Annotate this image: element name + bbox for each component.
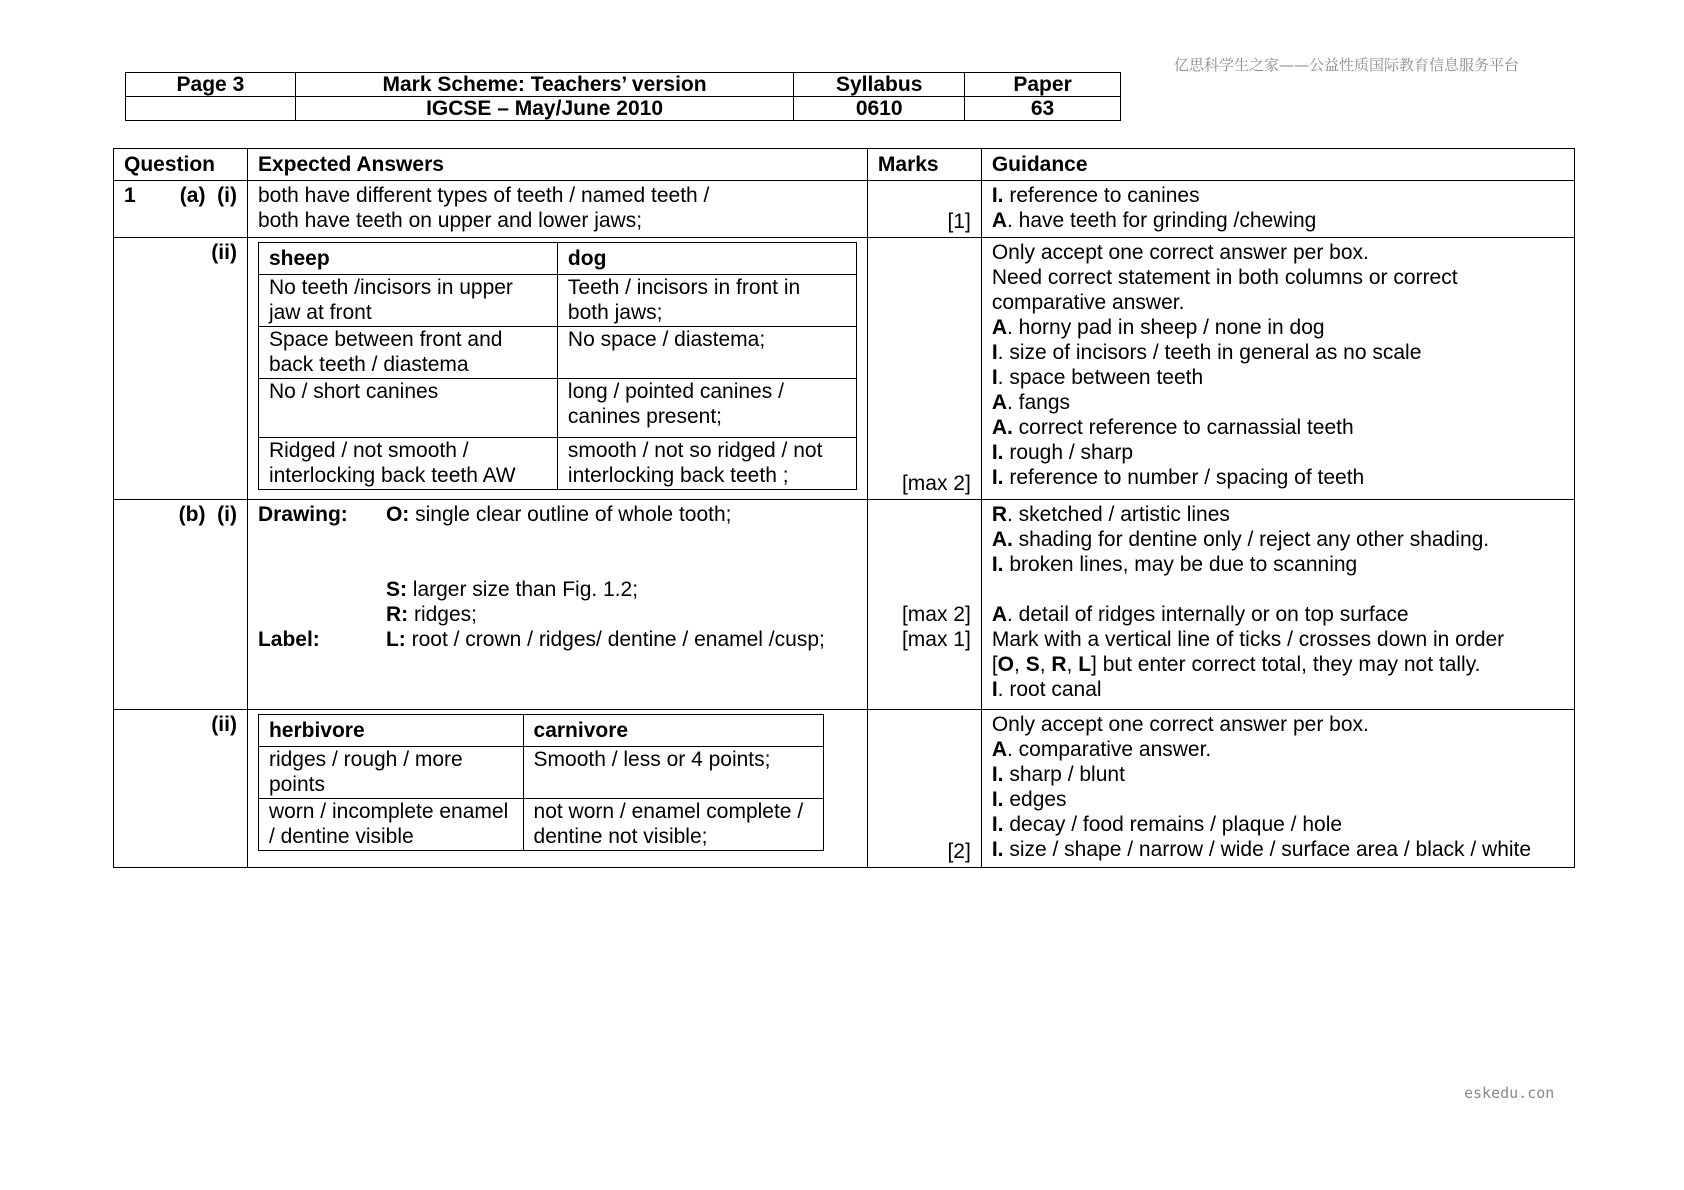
guidance-1bii <box>981 710 1574 868</box>
guidance-line: Only accept one correct answer per box. <box>991 713 1369 736</box>
marks-1ai <box>867 181 981 238</box>
cell: No / short canines <box>258 379 557 438</box>
guidance-line: I. rough / sharp <box>991 441 1134 464</box>
question-1bii: (ii) <box>114 710 248 868</box>
cell: Teeth / incisors in front in both jaws; <box>557 275 856 327</box>
header-syllabus-label: Syllabus <box>794 73 965 97</box>
watermark-top: 亿思科学生之家——公益性质国际教育信息服务平台 <box>1174 56 1520 74</box>
cell: worn / incomplete enamel / dentine visible <box>258 799 523 851</box>
cell: ridges / rough / more points <box>258 747 523 799</box>
guidance-1ai <box>981 181 1574 238</box>
marks-value: [max 1] <box>901 628 971 651</box>
header-title: Mark Scheme: Teachers’ version <box>295 73 793 97</box>
guidance-line: Only accept one correct answer per box. <box>991 241 1369 264</box>
guidance-line: A. horny pad in sheep / none in dog <box>991 316 1325 339</box>
watermark-bottom: eskedu.con <box>1464 1084 1555 1102</box>
drawing-o: Drawing: O: single clear outline of whole tooth; <box>257 503 732 526</box>
guidance-1bi <box>981 500 1574 710</box>
header-row-2 <box>126 97 1121 121</box>
row-1aii <box>114 238 1575 500</box>
guidance-line: I. decay / food remains / plaque / hole <box>991 813 1343 836</box>
cell: No teeth /incisors in upper jaw at front <box>258 275 557 327</box>
header-table <box>125 72 1121 121</box>
guidance-line: [O, S, R, L] but enter correct total, they may not tally. <box>991 653 1481 676</box>
marks-1bii <box>867 710 981 868</box>
guidance-line: I. size / shape / narrow / wide / surface area / black / white <box>991 838 1532 861</box>
guidance-line: I. reference to number / spacing of teeth <box>991 466 1365 489</box>
mark-scheme-table <box>113 148 1575 868</box>
label-l: Label: L: root / crown / ridges/ dentine / enamel /cusp; <box>257 628 825 651</box>
head-herbivore: herbivore <box>258 715 523 747</box>
row-1bi <box>114 500 1575 710</box>
head-dog: dog <box>557 243 856 275</box>
marks-value: [max 2] <box>901 603 971 626</box>
guidance-line: I. space between teeth <box>991 366 1204 389</box>
guidance-line: R. sketched / artistic lines <box>991 503 1230 526</box>
answer-1bii <box>247 710 867 868</box>
marks-value: [max 2] <box>901 472 971 495</box>
guidance-line: Need correct statement in both columns or correct comparative answer. <box>991 266 1458 314</box>
answer-line: both have different types of teeth / named teeth / <box>257 184 710 207</box>
question-sub: (i) <box>217 184 237 207</box>
cell: smooth / not so ridged / not interlocking back teeth ; <box>557 438 856 490</box>
drawing-s: S: larger size than Fig. 1.2; <box>385 578 639 601</box>
cell: not worn / enamel complete / dentine not visible; <box>523 799 823 851</box>
answer-1bi <box>247 500 867 710</box>
guidance-line: A. detail of ridges internally or on top surface <box>991 603 1409 626</box>
question-1ai <box>114 181 248 238</box>
guidance-line: Mark with a vertical line of ticks / crosses down in order <box>991 628 1505 651</box>
guidance-line: I. broken lines, may be due to scanning <box>991 553 1358 576</box>
col-marks: Marks <box>867 149 981 181</box>
guidance-line: A. shading for dentine only / reject any other shading. <box>991 528 1490 551</box>
col-answers: Expected Answers <box>247 149 867 181</box>
guidance-line: A. fangs <box>991 391 1071 414</box>
cell: Smooth / less or 4 points; <box>523 747 823 799</box>
row-1ai <box>114 181 1575 238</box>
marks-1bi <box>867 500 981 710</box>
cell: No space / diastema; <box>557 327 856 379</box>
cell: long / pointed canines / canines present; <box>557 379 856 438</box>
cell: Ridged / not smooth / interlocking back teeth AW <box>258 438 557 490</box>
marks-1aii <box>867 238 981 500</box>
marks-value: [1] <box>947 210 971 233</box>
question-1aii: (ii) <box>114 238 248 500</box>
question-1bi: (b) (i) <box>114 500 248 710</box>
guidance-line: I. sharp / blunt <box>991 763 1125 786</box>
guidance-line: A. correct reference to carnassial teeth <box>991 416 1354 439</box>
header-paper-label: Paper <box>965 73 1121 97</box>
header-row-1 <box>126 73 1121 97</box>
guidance-line: I. root canal <box>991 678 1102 701</box>
question-part: (a) <box>179 184 206 207</box>
header-exam: IGCSE – May/June 2010 <box>295 97 793 121</box>
col-question: Question <box>114 149 248 181</box>
guidance-line: A. have teeth for grinding /chewing <box>991 209 1317 232</box>
column-headers <box>114 149 1575 181</box>
answer-line: both have teeth on upper and lower jaws; <box>257 209 643 232</box>
answer-1aii <box>247 238 867 500</box>
guidance-line: I. edges <box>991 788 1067 811</box>
guidance-line: I. reference to canines <box>991 184 1200 207</box>
question-number: 1 <box>124 184 136 207</box>
cell: Space between front and back teeth / diastema <box>258 327 557 379</box>
guidance-line: A. comparative answer. <box>991 738 1212 761</box>
col-guidance: Guidance <box>981 149 1574 181</box>
answer-1ai <box>247 181 867 238</box>
row-1bii <box>114 710 1575 868</box>
header-page: Page 3 <box>126 73 296 97</box>
guidance-1aii <box>981 238 1574 500</box>
drawing-r: R: ridges; <box>385 603 477 626</box>
header-syllabus-code: 0610 <box>794 97 965 121</box>
marks-value: [2] <box>947 840 971 863</box>
header-paper-number: 63 <box>965 97 1121 121</box>
sheep-dog-table <box>258 242 857 490</box>
header-blank <box>126 97 296 121</box>
herbivore-carnivore-table <box>258 714 824 851</box>
head-sheep: sheep <box>258 243 557 275</box>
guidance-line: I. size of incisors / teeth in general as no scale <box>991 341 1422 364</box>
head-carnivore: carnivore <box>523 715 823 747</box>
